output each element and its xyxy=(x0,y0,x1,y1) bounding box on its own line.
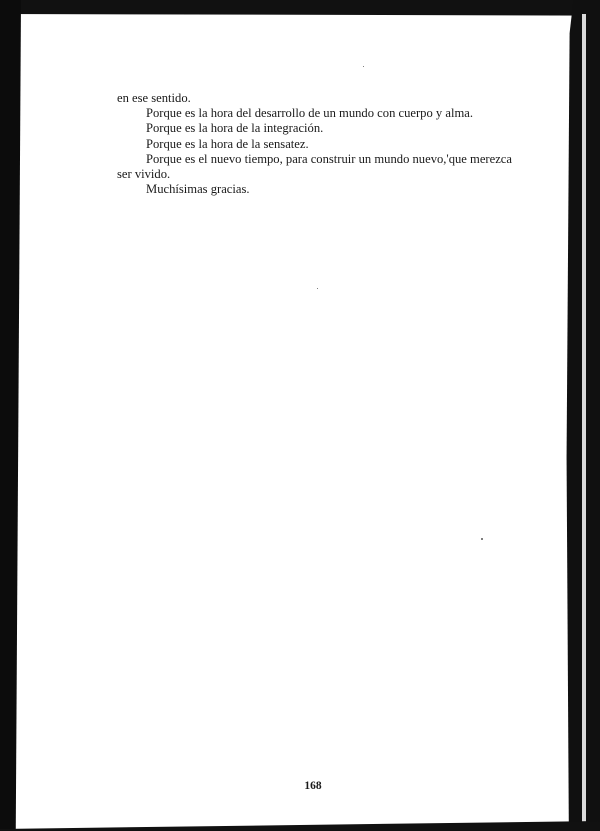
scan-speck xyxy=(317,288,318,289)
scan-speck xyxy=(363,66,364,67)
scan-border-top xyxy=(0,0,600,16)
text-line-6: ser vivido. xyxy=(117,167,171,182)
page-number: 168 xyxy=(304,780,322,792)
text-line-5: Porque es el nuevo tiempo, para construir un mundo nuevo,'que merezca xyxy=(146,151,512,166)
scan-speck xyxy=(481,538,483,540)
text-line-2: Porque es la hora del desarrollo de un mundo con cuerpo y alma. xyxy=(146,106,473,121)
scan-border-right xyxy=(562,0,600,831)
text-line-7: Muchísimas gracias. xyxy=(146,182,250,197)
text-line-4: Porque es la hora de la sensatez. xyxy=(146,136,309,151)
scan-border-left xyxy=(0,0,21,831)
text-line-3: Porque es la hora de la integración. xyxy=(146,121,324,136)
body-text xyxy=(117,91,529,197)
text-line-1: en ese sentido. xyxy=(117,91,191,105)
scan-border-right-stripe xyxy=(582,14,586,831)
scan-border-bottom xyxy=(0,821,600,831)
